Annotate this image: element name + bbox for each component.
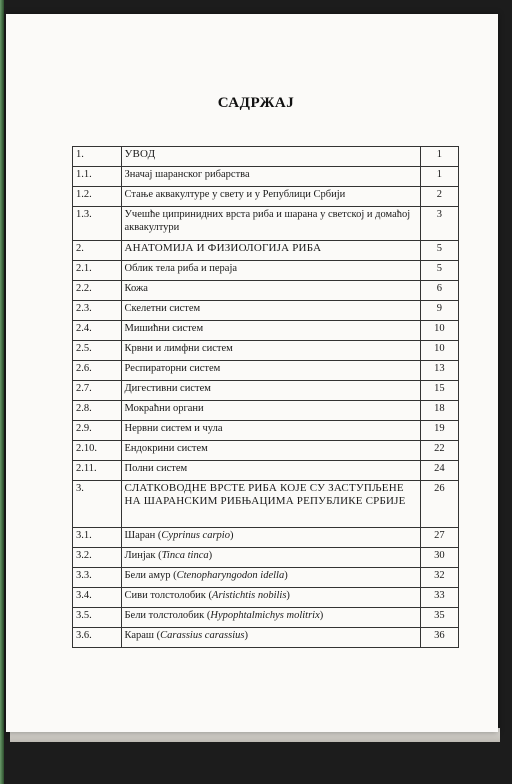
toc-section-number: 2.10. <box>73 441 122 461</box>
toc-page-number: 10 <box>420 341 458 361</box>
toc-section-title: Бели толстолобик (Hypophtalmichys molitrix) <box>121 608 420 628</box>
toc-title-text: Линјак <box>124 550 156 561</box>
toc-row <box>73 628 459 648</box>
toc-title-text: Облик тела риба и пераја <box>124 263 238 274</box>
toc-section-number: 3.3. <box>73 568 122 588</box>
toc-page-number: 22 <box>420 441 458 461</box>
toc-latin-name: Tinca tinca <box>161 550 209 561</box>
toc-page-number: 3 <box>420 207 458 241</box>
toc-row <box>73 341 459 361</box>
toc-title-text: Мокраћни органи <box>124 403 204 414</box>
toc-latin-name: Aristichtis nobilis <box>212 590 287 601</box>
toc-section-number: 2.4. <box>73 321 122 341</box>
toc-page-number: 9 <box>420 301 458 321</box>
toc-section-number: 3.2. <box>73 548 122 568</box>
toc-title-text: Полни систем <box>124 463 188 474</box>
toc-section-title <box>121 281 420 301</box>
toc-page-number: 24 <box>420 461 458 481</box>
toc-section-title <box>121 461 420 481</box>
toc-section-title <box>121 207 420 241</box>
toc-page-number: 19 <box>420 421 458 441</box>
toc-page-number: 27 <box>420 528 458 548</box>
toc-latin-name: Carassius carassius <box>160 630 245 641</box>
toc-title-text: Крвни и лимфни систем <box>124 343 233 354</box>
toc-title-text: УВОД <box>124 148 156 160</box>
toc-section-title <box>121 381 420 401</box>
toc-title-text: Бели толстолобик <box>124 610 205 621</box>
book-binding <box>0 0 4 784</box>
toc-section-title <box>121 341 420 361</box>
toc-title-text: Шаран <box>124 530 156 541</box>
toc-section-number: 2.2. <box>73 281 122 301</box>
toc-section-number: 2.8. <box>73 401 122 421</box>
toc-section-title <box>121 481 420 528</box>
toc-section-number: 2.3. <box>73 301 122 321</box>
toc-section-title <box>121 401 420 421</box>
toc-row <box>73 147 459 167</box>
toc-page-number: 15 <box>420 381 458 401</box>
toc-title-text: Мишићни систем <box>124 323 204 334</box>
toc-page-number: 30 <box>420 548 458 568</box>
toc-section-number: 2.9. <box>73 421 122 441</box>
toc-section-title <box>121 321 420 341</box>
toc-title-text: Сиви толстолобик <box>124 590 206 601</box>
toc-row <box>73 528 459 548</box>
toc-page-number: 1 <box>420 167 458 187</box>
toc-section-title: Шаран (Cyprinus carpio) <box>121 528 420 548</box>
toc-row <box>73 381 459 401</box>
toc-latin-name: Hypophtalmichys molitrix <box>210 610 320 621</box>
toc-section-title: Караш (Carassius carassius) <box>121 628 420 648</box>
toc-page-number: 5 <box>420 241 458 261</box>
toc-section-number: 2. <box>73 241 122 261</box>
toc-section-number: 3.6. <box>73 628 122 648</box>
toc-page-number: 13 <box>420 361 458 381</box>
toc-section-number: 3.4. <box>73 588 122 608</box>
toc-row <box>73 568 459 588</box>
toc-row <box>73 401 459 421</box>
toc-title-text: Стање аквакултуре у свету и у Републици Србији <box>124 189 346 200</box>
toc-row <box>73 281 459 301</box>
toc-section-number: 1. <box>73 147 122 167</box>
toc-row <box>73 548 459 568</box>
toc-section-title <box>121 187 420 207</box>
toc-section-title <box>121 361 420 381</box>
toc-title-text: СЛАТКОВОДНЕ ВРСТЕ РИБА КОЈЕ СУ ЗАСТУПЉЕНЕ НА ШАРАНСКИМ РИБЊАЦИМА РЕПУБЛИКЕ СРБИЈЕ <box>124 482 406 507</box>
toc-section-title <box>121 241 420 261</box>
toc-section-number: 1.3. <box>73 207 122 241</box>
toc-section-number: 2.11. <box>73 461 122 481</box>
toc-row <box>73 207 459 241</box>
toc-title-text: Скелетни систем <box>124 303 201 314</box>
toc-page-number: 6 <box>420 281 458 301</box>
toc-row <box>73 187 459 207</box>
toc-row <box>73 588 459 608</box>
toc-title-text: Кожа <box>124 283 148 294</box>
toc-section-title <box>121 421 420 441</box>
toc-row <box>73 167 459 187</box>
toc-row <box>73 241 459 261</box>
toc-title-text: Дигестивни систем <box>124 383 211 394</box>
toc-section-number: 2.6. <box>73 361 122 381</box>
toc-section-number: 1.2. <box>73 187 122 207</box>
toc-page-number: 2 <box>420 187 458 207</box>
toc-row <box>73 301 459 321</box>
toc-page-number: 32 <box>420 568 458 588</box>
toc-row <box>73 461 459 481</box>
toc-title-text: Караш <box>124 630 155 641</box>
toc-row <box>73 261 459 281</box>
toc-section-title <box>121 301 420 321</box>
toc-section-number: 3.5. <box>73 608 122 628</box>
toc-row <box>73 361 459 381</box>
toc-section-number: 1.1. <box>73 167 122 187</box>
toc-section-number: 2.5. <box>73 341 122 361</box>
toc-page-number: 5 <box>420 261 458 281</box>
toc-title-text: Респираторни систем <box>124 363 221 374</box>
toc-section-number: 3. <box>73 481 122 528</box>
toc-row <box>73 608 459 628</box>
toc-section-title: Бели амур (Ctenopharyngodon idella) <box>121 568 420 588</box>
toc-section-number: 3.1. <box>73 528 122 548</box>
toc-title-text: Значај шаранског рибарства <box>124 169 250 180</box>
toc-row <box>73 321 459 341</box>
toc-section-title: Линјак (Tinca tinca) <box>121 548 420 568</box>
toc-page-number: 26 <box>420 481 458 528</box>
table-of-contents <box>72 146 459 648</box>
toc-row <box>73 441 459 461</box>
toc-page-number: 35 <box>420 608 458 628</box>
toc-title-text: Учешће ципринидних врста риба и шарана у светској и домаћој аквакултури <box>124 209 411 233</box>
toc-section-title: Сиви толстолобик (Aristichtis nobilis) <box>121 588 420 608</box>
contents-title: САДРЖАЈ <box>217 95 295 111</box>
toc-page-number: 10 <box>420 321 458 341</box>
toc-title-text: Нервни систем и чула <box>124 423 223 434</box>
toc-section-title <box>121 261 420 281</box>
toc-latin-name: Cyprinus carpio <box>161 530 230 541</box>
toc-section-title <box>121 441 420 461</box>
toc-title-text: АНАТОМИЈА И ФИЗИОЛОГИЈА РИБА <box>124 242 322 254</box>
toc-row <box>73 421 459 441</box>
toc-section-number: 2.1. <box>73 261 122 281</box>
toc-section-title <box>121 147 420 167</box>
toc-page-number: 1 <box>420 147 458 167</box>
toc-title-text: Бели амур <box>124 570 171 581</box>
toc-title-text: Ендокрини систем <box>124 443 208 454</box>
toc-section-title <box>121 167 420 187</box>
toc-page-number: 18 <box>420 401 458 421</box>
toc-row <box>73 481 459 528</box>
toc-latin-name: Ctenopharyngodon idella <box>176 570 285 581</box>
toc-page-number: 33 <box>420 588 458 608</box>
toc-section-number: 2.7. <box>73 381 122 401</box>
toc-page-number: 36 <box>420 628 458 648</box>
